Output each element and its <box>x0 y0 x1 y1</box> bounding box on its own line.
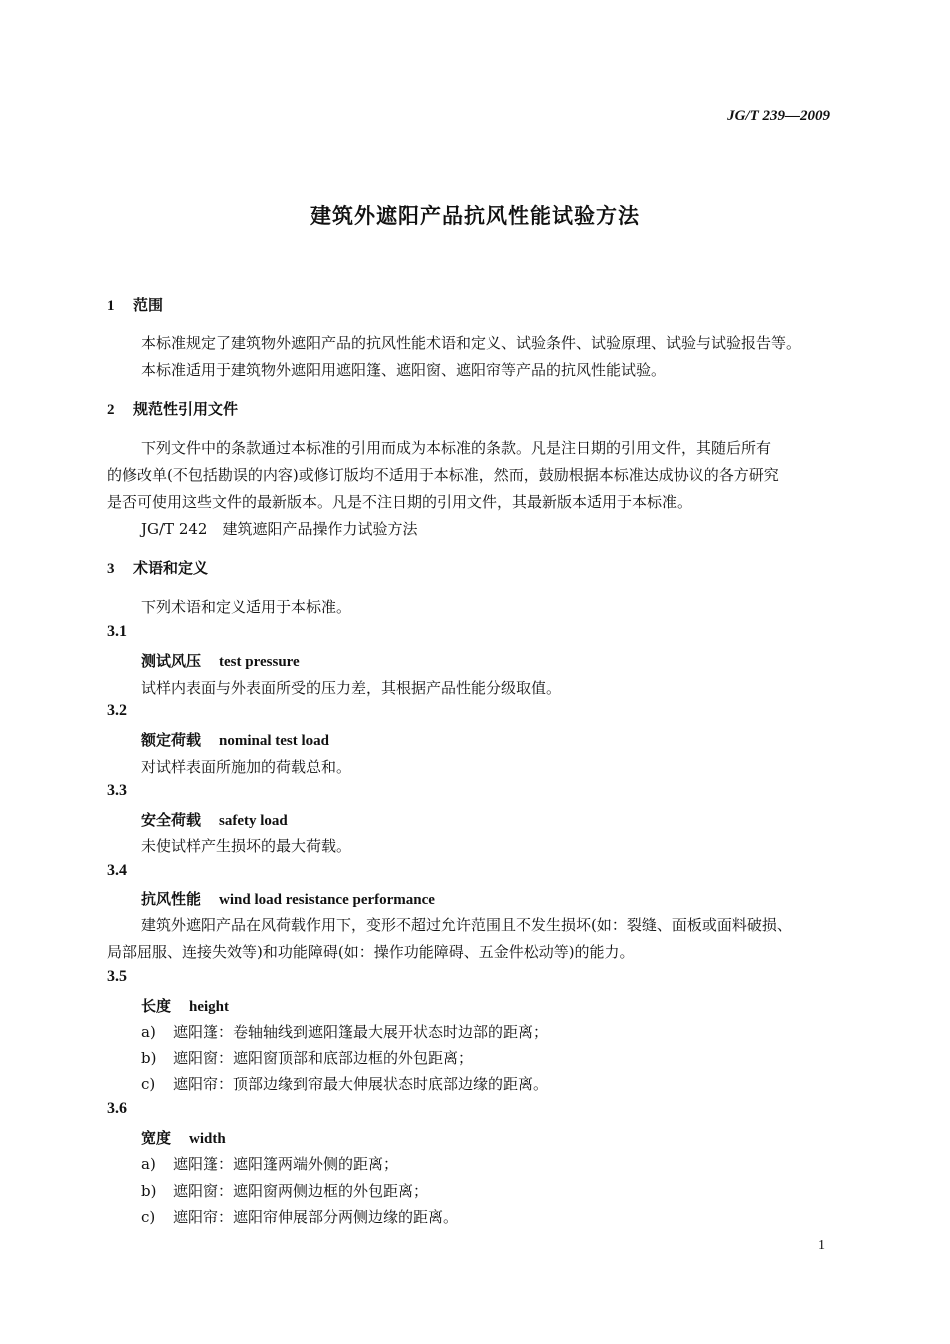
term-entry <box>141 650 300 671</box>
term-cn: 长度 <box>141 997 172 1015</box>
list-item-label: c) <box>141 1075 156 1093</box>
term-en: height <box>189 999 230 1015</box>
section-2-heading <box>107 398 238 419</box>
list-item <box>141 1206 458 1227</box>
term-cn: 测试风压 <box>141 652 202 670</box>
normative-reference: JG/T 242 建筑遮阳产品操作力试验方法 <box>141 520 418 538</box>
standard-code: JG/T 239—2009 <box>727 108 830 124</box>
list-item <box>141 1047 473 1068</box>
list-item-label: b) <box>141 1049 157 1067</box>
clause-number: 3.5 <box>107 968 127 985</box>
paragraph-line: 下列文件中的条款通过本标准的引用而成为本标准的条款。凡是注日期的引用文件，其随后所有 <box>141 439 772 457</box>
term-en: test pressure <box>219 654 300 670</box>
paragraph-line: 的修改单(不包括勘误的内容)或修订版均不适用于本标准，然而，鼓励根据本标准达成协议的各方研究 <box>107 466 779 484</box>
term-definition-line: 建筑外遮阳产品在风荷载作用下，变形不超过允许范围且不发生损坏(如：裂缝、面板或面料破损、 <box>141 916 792 934</box>
clause-number: 3.4 <box>107 862 127 879</box>
term-entry <box>141 1127 226 1148</box>
clause-number: 3.6 <box>107 1100 127 1117</box>
clause-number: 3.1 <box>107 623 127 640</box>
term-definition: 未使试样产生损坏的最大荷载。 <box>141 837 352 855</box>
section-number: 1 <box>107 298 115 314</box>
term-en: wind load resistance performance <box>219 892 435 908</box>
list-item-label: a) <box>141 1155 156 1173</box>
paragraph-line: 是否可使用这些文件的最新版本。凡是不注日期的引用文件，其最新版本适用于本标准。 <box>107 493 693 511</box>
term-entry <box>141 995 229 1016</box>
list-item <box>141 1153 398 1174</box>
term-definition: 对试样表面所施加的荷载总和。 <box>141 758 352 776</box>
term-en: nominal test load <box>219 733 330 749</box>
list-item-text: 遮阳窗：遮阳窗两侧边框的外包距离； <box>173 1182 429 1200</box>
section-title: 术语和定义 <box>133 559 209 577</box>
paragraph: 本标准规定了建筑物外遮阳产品的抗风性能术语和定义、试验条件、试验原理、试验与试验报告等。 <box>141 334 802 352</box>
term-entry <box>141 729 329 750</box>
section-title: 规范性引用文件 <box>133 400 239 418</box>
section-number: 2 <box>107 402 115 418</box>
paragraph: 本标准适用于建筑物外遮阳用遮阳篷、遮阳窗、遮阳帘等产品的抗风性能试验。 <box>141 361 667 379</box>
list-item-label: a) <box>141 1023 156 1041</box>
list-item <box>141 1021 548 1042</box>
list-item-label: c) <box>141 1208 156 1226</box>
list-item-text: 遮阳篷：遮阳篷两端外侧的距离； <box>173 1155 399 1173</box>
page-number: 1 <box>818 1238 825 1253</box>
term-cn: 宽度 <box>141 1129 172 1147</box>
term-entry <box>141 888 435 909</box>
term-en: safety load <box>219 813 288 829</box>
list-item-text: 遮阳帘：顶部边缘到帘最大伸展状态时底部边缘的距离。 <box>173 1075 549 1093</box>
list-item-label: b) <box>141 1182 157 1200</box>
term-cn: 安全荷载 <box>141 811 202 829</box>
term-en: width <box>189 1131 226 1147</box>
section-3-heading <box>107 557 208 578</box>
section-number: 3 <box>107 561 115 577</box>
section-title: 范围 <box>133 296 164 314</box>
document-title: 建筑外遮阳产品抗风性能试验方法 <box>310 204 640 228</box>
clause-number: 3.2 <box>107 702 127 719</box>
list-item-text: 遮阳帘：遮阳帘伸展部分两侧边缘的距离。 <box>173 1208 459 1226</box>
list-item <box>141 1073 548 1094</box>
term-definition-line: 局部屈服、连接失效等)和功能障碍(如：操作功能障碍、五金件松动等)的能力。 <box>107 943 635 961</box>
term-definition: 试样内表面与外表面所受的压力差，其根据产品性能分级取值。 <box>141 679 562 697</box>
paragraph: 下列术语和定义适用于本标准。 <box>141 598 352 616</box>
list-item-text: 遮阳篷：卷轴轴线到遮阳篷最大展开状态时边部的距离； <box>173 1023 549 1041</box>
clause-number: 3.3 <box>107 782 127 799</box>
term-cn: 抗风性能 <box>141 890 202 908</box>
list-item <box>141 1180 428 1201</box>
list-item-text: 遮阳窗：遮阳窗顶部和底部边框的外包距离； <box>173 1049 474 1067</box>
term-cn: 额定荷载 <box>141 731 202 749</box>
term-entry <box>141 809 288 830</box>
section-1-heading <box>107 294 163 315</box>
